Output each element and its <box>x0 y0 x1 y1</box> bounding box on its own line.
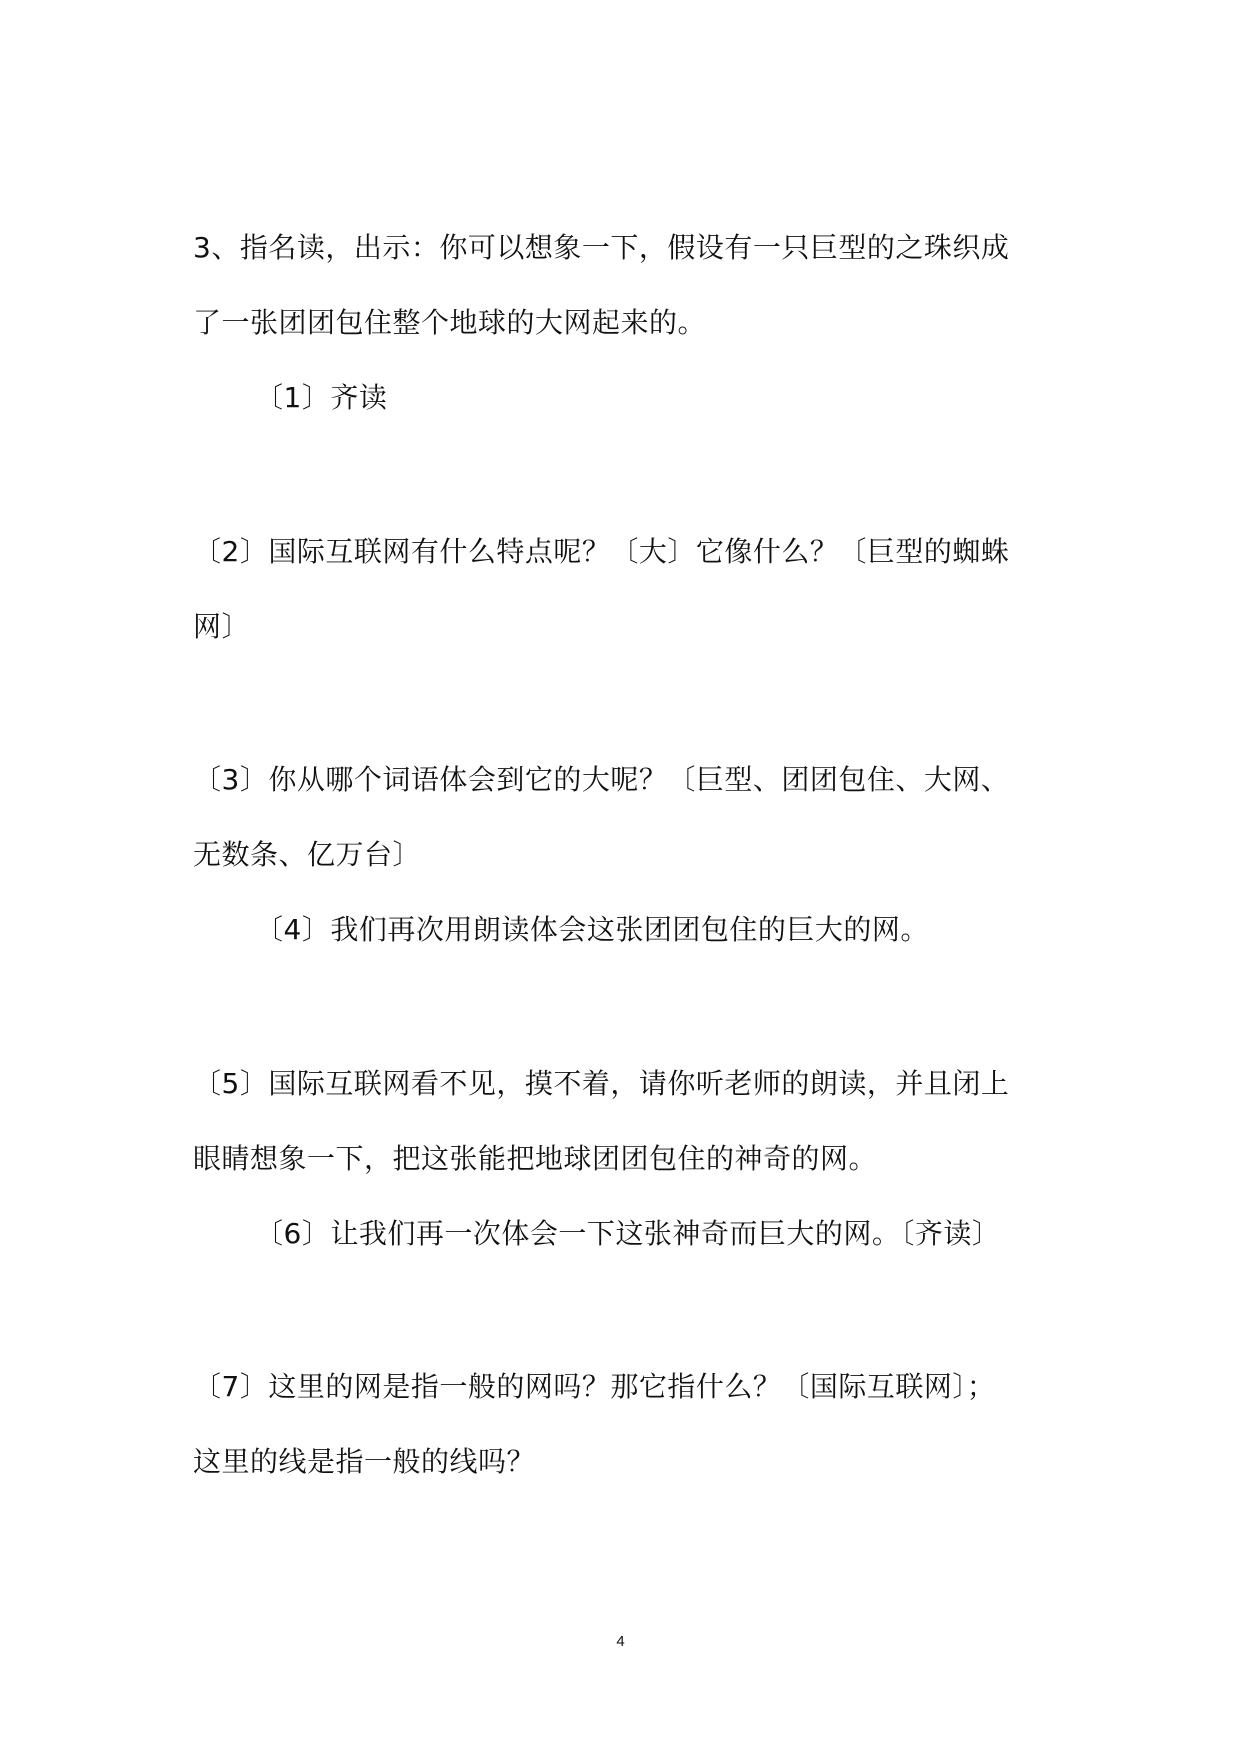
item-5-line-1: 〔5〕国际互联网看不见，摸不着，请你听老师的朗读，并且闭上 <box>193 1067 1010 1100</box>
paragraph-3-line-1: 3、指名读，出示：你可以想象一下，假设有一只巨型的之珠织成 <box>193 231 1010 264</box>
item-7-line-2: 这里的线是指一般的线吗？ <box>193 1445 536 1478</box>
item-3-line-1: 〔3〕你从哪个词语体会到它的大呢？〔巨型、团团包住、大网、 <box>193 763 1010 796</box>
item-2-line-2: 网〕 <box>193 610 251 643</box>
item-5-line-2: 眼睛想象一下，把这张能把地球团团包住的神奇的网。 <box>193 1142 878 1175</box>
item-1-line: 〔1〕齐读 <box>255 381 388 414</box>
item-3-line-2: 无数条、亿万台〕 <box>193 838 422 871</box>
paragraph-3-line-2: 了一张团团包住整个地球的大网起来的。 <box>193 306 707 339</box>
item-2-line-1: 〔2〕国际互联网有什么特点呢？〔大〕它像什么？〔巨型的蜘蛛 <box>193 535 1010 568</box>
page-number: 4 <box>616 1633 625 1650</box>
item-6-line: 〔6〕让我们再一次体会一下这张神奇而巨大的网。〔齐读〕 <box>255 1217 1001 1250</box>
item-4-line: 〔4〕我们再次用朗读体会这张团团包住的巨大的网。 <box>255 913 929 946</box>
item-7-line-1: 〔7〕这里的网是指一般的网吗？那它指什么？〔国际互联网〕； <box>193 1370 996 1403</box>
